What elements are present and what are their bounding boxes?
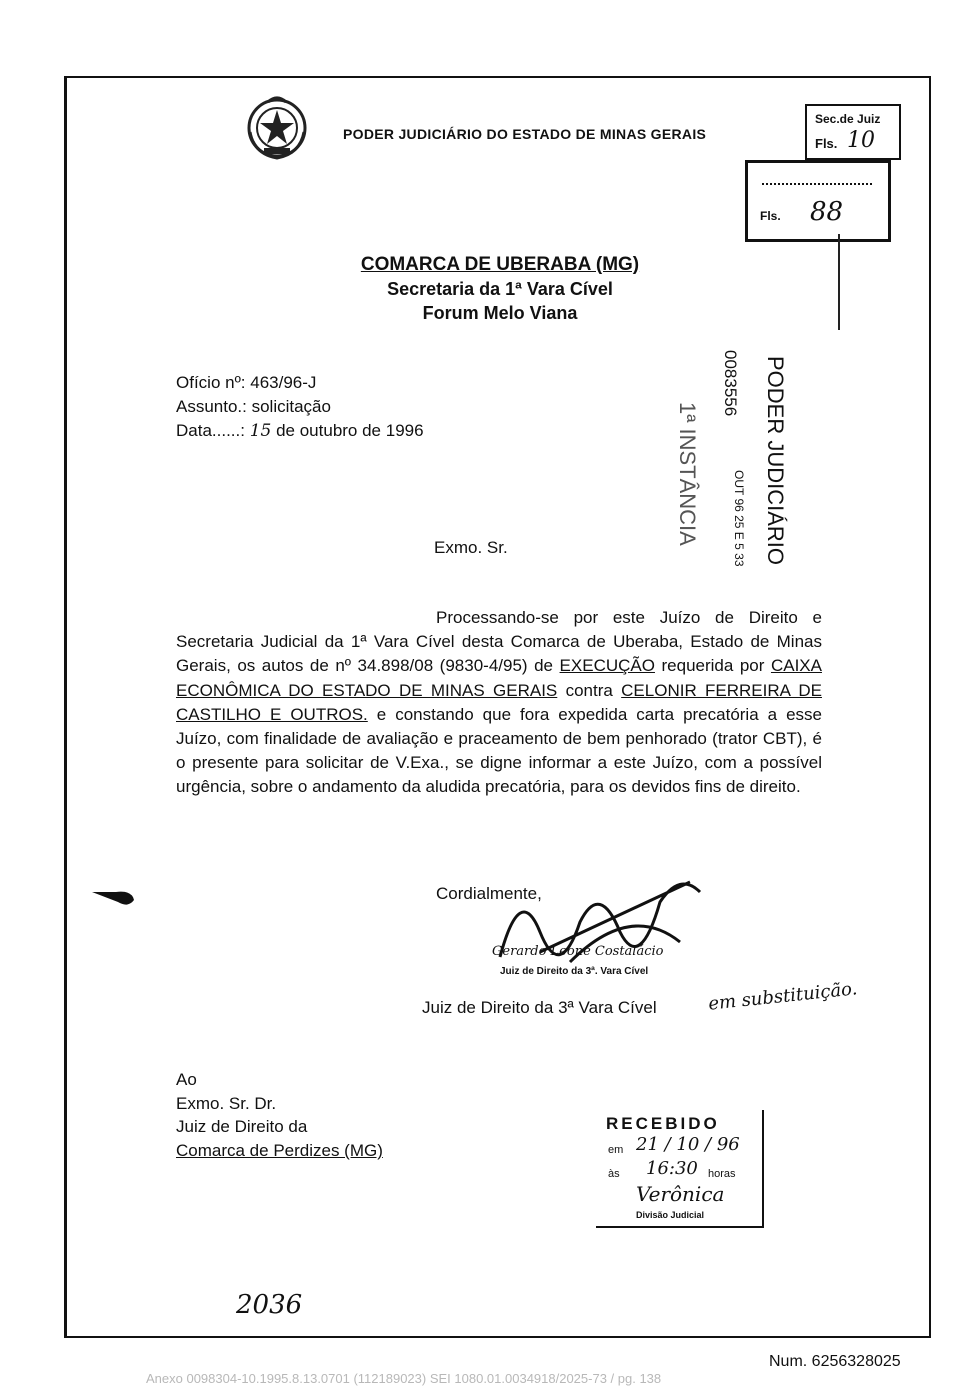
coat-of-arms-emblem: [244, 92, 310, 164]
body-p1: Processando-se por este Juízo de Direito e Secretaria Judicial da 1ª Vara Cível desta Comarca de Uberaba, Estado de Minas Gerais, os autos de nº 34.898/08 (9830-4/95) de: [176, 608, 822, 676]
received-stamp: [596, 1110, 764, 1228]
celonir: CELONIR FERREIRA DE CASTILHO E OUTROS.: [176, 680, 822, 724]
body-p2: e constando que fora expedida carta precatória a esse Juízo, com finalidade de avaliação e praceamento de bem penhorado (trator CBT), é o presente para solicitar de V.Exa., se digne informar a este Juízo, com a possível urgência, sobre o andamento da aludida precatória, para os devidos fins de direito.: [176, 704, 822, 797]
received-time-label: às: [608, 1168, 620, 1180]
received-date-label: em: [608, 1144, 624, 1156]
stamp-dotted-line: [762, 169, 872, 185]
data-day: 15: [249, 421, 272, 441]
handwritten-note: em substituição.: [707, 978, 859, 1015]
oficio-number: Ofício nº: 463/96-J: [176, 373, 317, 392]
secretary-stamp-label: Sec.de Juiz: [815, 112, 881, 126]
execucao: EXECUÇÃO: [559, 656, 655, 676]
received-time-suffix: horas: [708, 1168, 736, 1180]
stamp-instancia: 1ª INSTÂNCIA: [675, 402, 700, 546]
secretaria-title: Secretaria da 1ª Vara Cível: [387, 279, 613, 299]
greeting: Exmo. Sr.: [434, 538, 508, 557]
margin-mark-icon: [92, 886, 138, 910]
body-contra: contra: [565, 680, 613, 700]
page-number-stamp: [745, 160, 891, 242]
address-line-1: Ao: [176, 1070, 197, 1089]
address-line-4: Comarca de Perdizes (MG): [176, 1141, 383, 1160]
comarca-title: COMARCA DE UBERABA (MG): [360, 254, 640, 275]
judge-stamp: Juiz de Direito da 3ª. Vara Cível: [500, 966, 649, 977]
stamp-protocol-number: 0083556: [721, 350, 740, 417]
annex-reference: Anexo 0098304-10.1995.8.13.0701 (112189023) SEI 1080.01.0034918/2025-73 / pg. 138: [146, 1371, 662, 1386]
document-number: Num. 6256328025: [769, 1353, 901, 1370]
stamp-poder-judiciario: PODER JUDICIÁRIO: [763, 356, 788, 566]
data-line: [176, 421, 424, 441]
received-date: 21 / 10 / 96: [636, 1134, 740, 1155]
secretary-stamp: [805, 104, 901, 160]
forum-title: Forum Melo Viana: [422, 303, 578, 323]
data-prefix: Data......:: [176, 421, 245, 440]
signature-scribble: [480, 862, 720, 982]
received-time: 16:30: [646, 1158, 698, 1179]
judge-role: Juiz de Direito da 3ª Vara Cível: [422, 998, 657, 1017]
institution-header: PODER JUDICIÁRIO DO ESTADO DE MINAS GERAIS: [343, 126, 707, 142]
data-rest: de outubro de 1996: [276, 421, 424, 440]
address-line-3: Juiz de Direito da: [176, 1117, 308, 1136]
stamp-date: OUT 96 25 E 5 33: [732, 470, 746, 567]
received-title: RECEBIDO: [606, 1114, 720, 1133]
letter-body: [176, 606, 822, 800]
address-line-2: Exmo. Sr. Dr.: [176, 1094, 277, 1113]
caixa-economica: CAIXA ECONÔMICA DO ESTADO DE MINAS GERAIS: [176, 656, 822, 700]
signer-name: Gerardo Leone Costalácio: [492, 944, 664, 959]
assunto: Assunto.: solicitação: [176, 397, 331, 416]
fls2-label: Fls.: [760, 209, 781, 223]
received-dept: Divisão Judicial: [636, 1210, 705, 1220]
closing: Cordialmente,: [436, 884, 542, 903]
fls2-value: 88: [810, 197, 844, 227]
body-req: requerida por: [661, 656, 765, 676]
fls-value: 10: [847, 128, 875, 153]
fls-label: Fls.: [815, 136, 838, 151]
bottom-handwritten-number: 2036: [236, 1290, 303, 1320]
received-signature: Verônica: [636, 1182, 725, 1206]
